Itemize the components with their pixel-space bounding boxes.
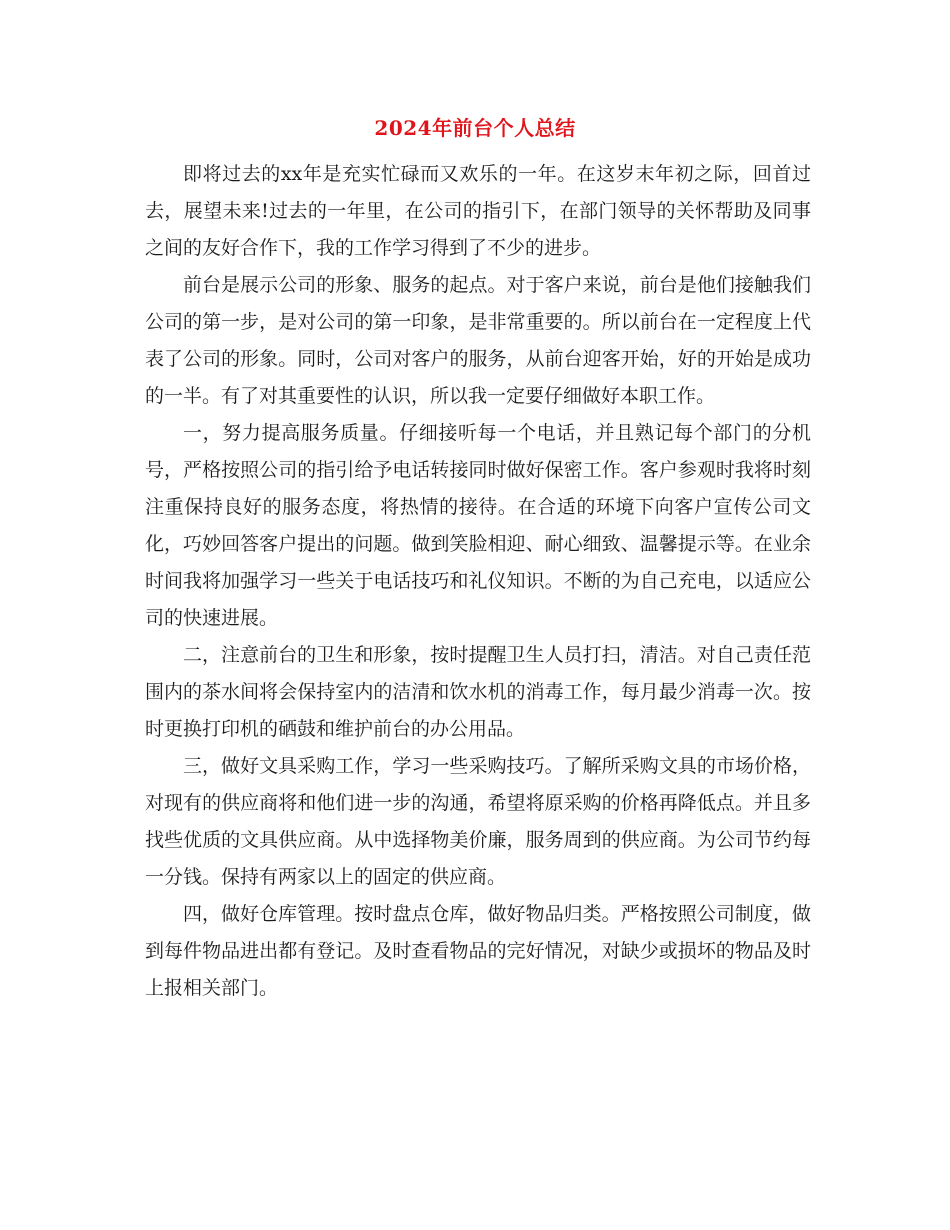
document-title: 2024年前台个人总结 xyxy=(374,116,576,140)
paragraph-procurement: 三，做好文具采购工作，学习一些采购技巧。了解所采购文具的市场价格，对现有的供应商将和他们进一步的沟通，希望将原采购的价格再降低点。并且多找些优质的文具供应商。从中选择物美价廉，服务周到的供应商。为公司节约每一分钱。保持有两家以上的固定的供应商。 xyxy=(145,755,811,888)
paragraph-intro: 即将过去的xx年是充实忙碌而又欢乐的一年。在这岁末年初之际，回首过去，展望未来!过去的一年里，在公司的指引下，在部门领导的关怀帮助及同事之间的友好合作下，我的工作学习得到了不少的进步。 xyxy=(145,163,811,259)
paragraph-service-quality: 一，努力提高服务质量。仔细接听每一个电话，并且熟记每个部门的分机号，严格按照公司的指引给予电话转接同时做好保密工作。客户参观时我将时刻注重保持良好的服务态度，将热情的接待。在合适的环境下向客户宣传公司文化，巧妙回答客户提出的问题。做到笑脸相迎、耐心细致、温馨提示等。在业余时间我将加强学习一些关于电话技巧和礼仪知识。不断的为自己充电，以适应公司的快速进展。 xyxy=(145,422,811,629)
document-body xyxy=(145,156,811,1007)
paragraph-front-desk-role: 前台是展示公司的形象、服务的起点。对于客户来说，前台是他们接触我们公司的第一步，是对公司的第一印象，是非常重要的。所以前台在一定程度上代表了公司的形象。同时，公司对客户的服务，从前台迎客开始，好的开始是成功的一半。有了对其重要性的认识，所以我一定要仔细做好本职工作。 xyxy=(145,274,811,407)
paragraph-hygiene: 二，注意前台的卫生和形象，按时提醒卫生人员打扫，清洁。对自己责任范围内的茶水间将会保持室内的洁清和饮水机的消毒工作，每月最少消毒一次。按时更换打印机的硒鼓和维护前台的办公用品。 xyxy=(145,644,811,740)
paragraph-warehouse: 四，做好仓库管理。按时盘点仓库，做好物品归类。严格按照公司制度，做到每件物品进出都有登记。及时查看物品的完好情况，对缺少或损坏的物品及时上报相关部门。 xyxy=(145,903,811,999)
